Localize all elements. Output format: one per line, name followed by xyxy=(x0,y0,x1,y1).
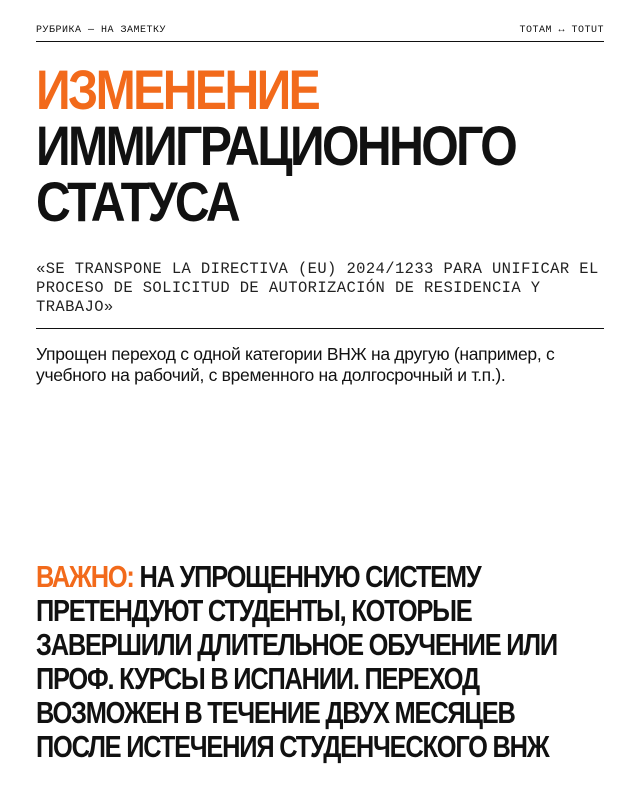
title-line-2: ИММИГРАЦИОННОГО xyxy=(36,114,516,177)
title-line-1: ИЗМЕНЕНИЕ xyxy=(36,58,319,121)
important-label: ВАЖНО: xyxy=(36,559,134,594)
brand-label: TOTAM ↔ TOTUT xyxy=(519,24,604,36)
title-line-3: СТАТУСА xyxy=(36,170,239,233)
rubric-label: РУБРИКА — НА ЗАМЕТКУ xyxy=(36,24,167,36)
directive-quote: «SE TRANSPONE LA DIRECTIVA (EU) 2024/1233 PARA UNIFICAR EL PROCESO DE SOLICITUD DE AUTORIZACIÓN DE RESIDENCIA Y TRABAJO» xyxy=(36,260,599,316)
middle-divider xyxy=(36,328,604,329)
top-bar xyxy=(36,20,604,40)
important-note xyxy=(36,560,561,764)
page-title xyxy=(36,58,535,233)
top-divider xyxy=(36,41,604,42)
body-paragraph: Упрощен переход с одной категории ВНЖ на другую (например, с учебного на рабочий, с временного на долгосрочный и т.п.). xyxy=(36,344,555,385)
important-text: НА УПРОЩЕННУЮ СИСТЕМУ ПРЕТЕНДУЮТ СТУДЕНТЫ, КОТОРЫЕ ЗАВЕРШИЛИ ДЛИТЕЛЬНОЕ ОБУЧЕНИЕ ИЛИ ПРОФ. КУРСЫ В ИСПАНИИ. ПЕРЕХОД ВОЗМОЖЕН В ТЕЧЕНИЕ ДВУХ МЕСЯЦЕВ ПОСЛЕ ИСТЕЧЕНИЯ СТУДЕНЧЕСКОГО ВНЖ xyxy=(36,559,557,764)
